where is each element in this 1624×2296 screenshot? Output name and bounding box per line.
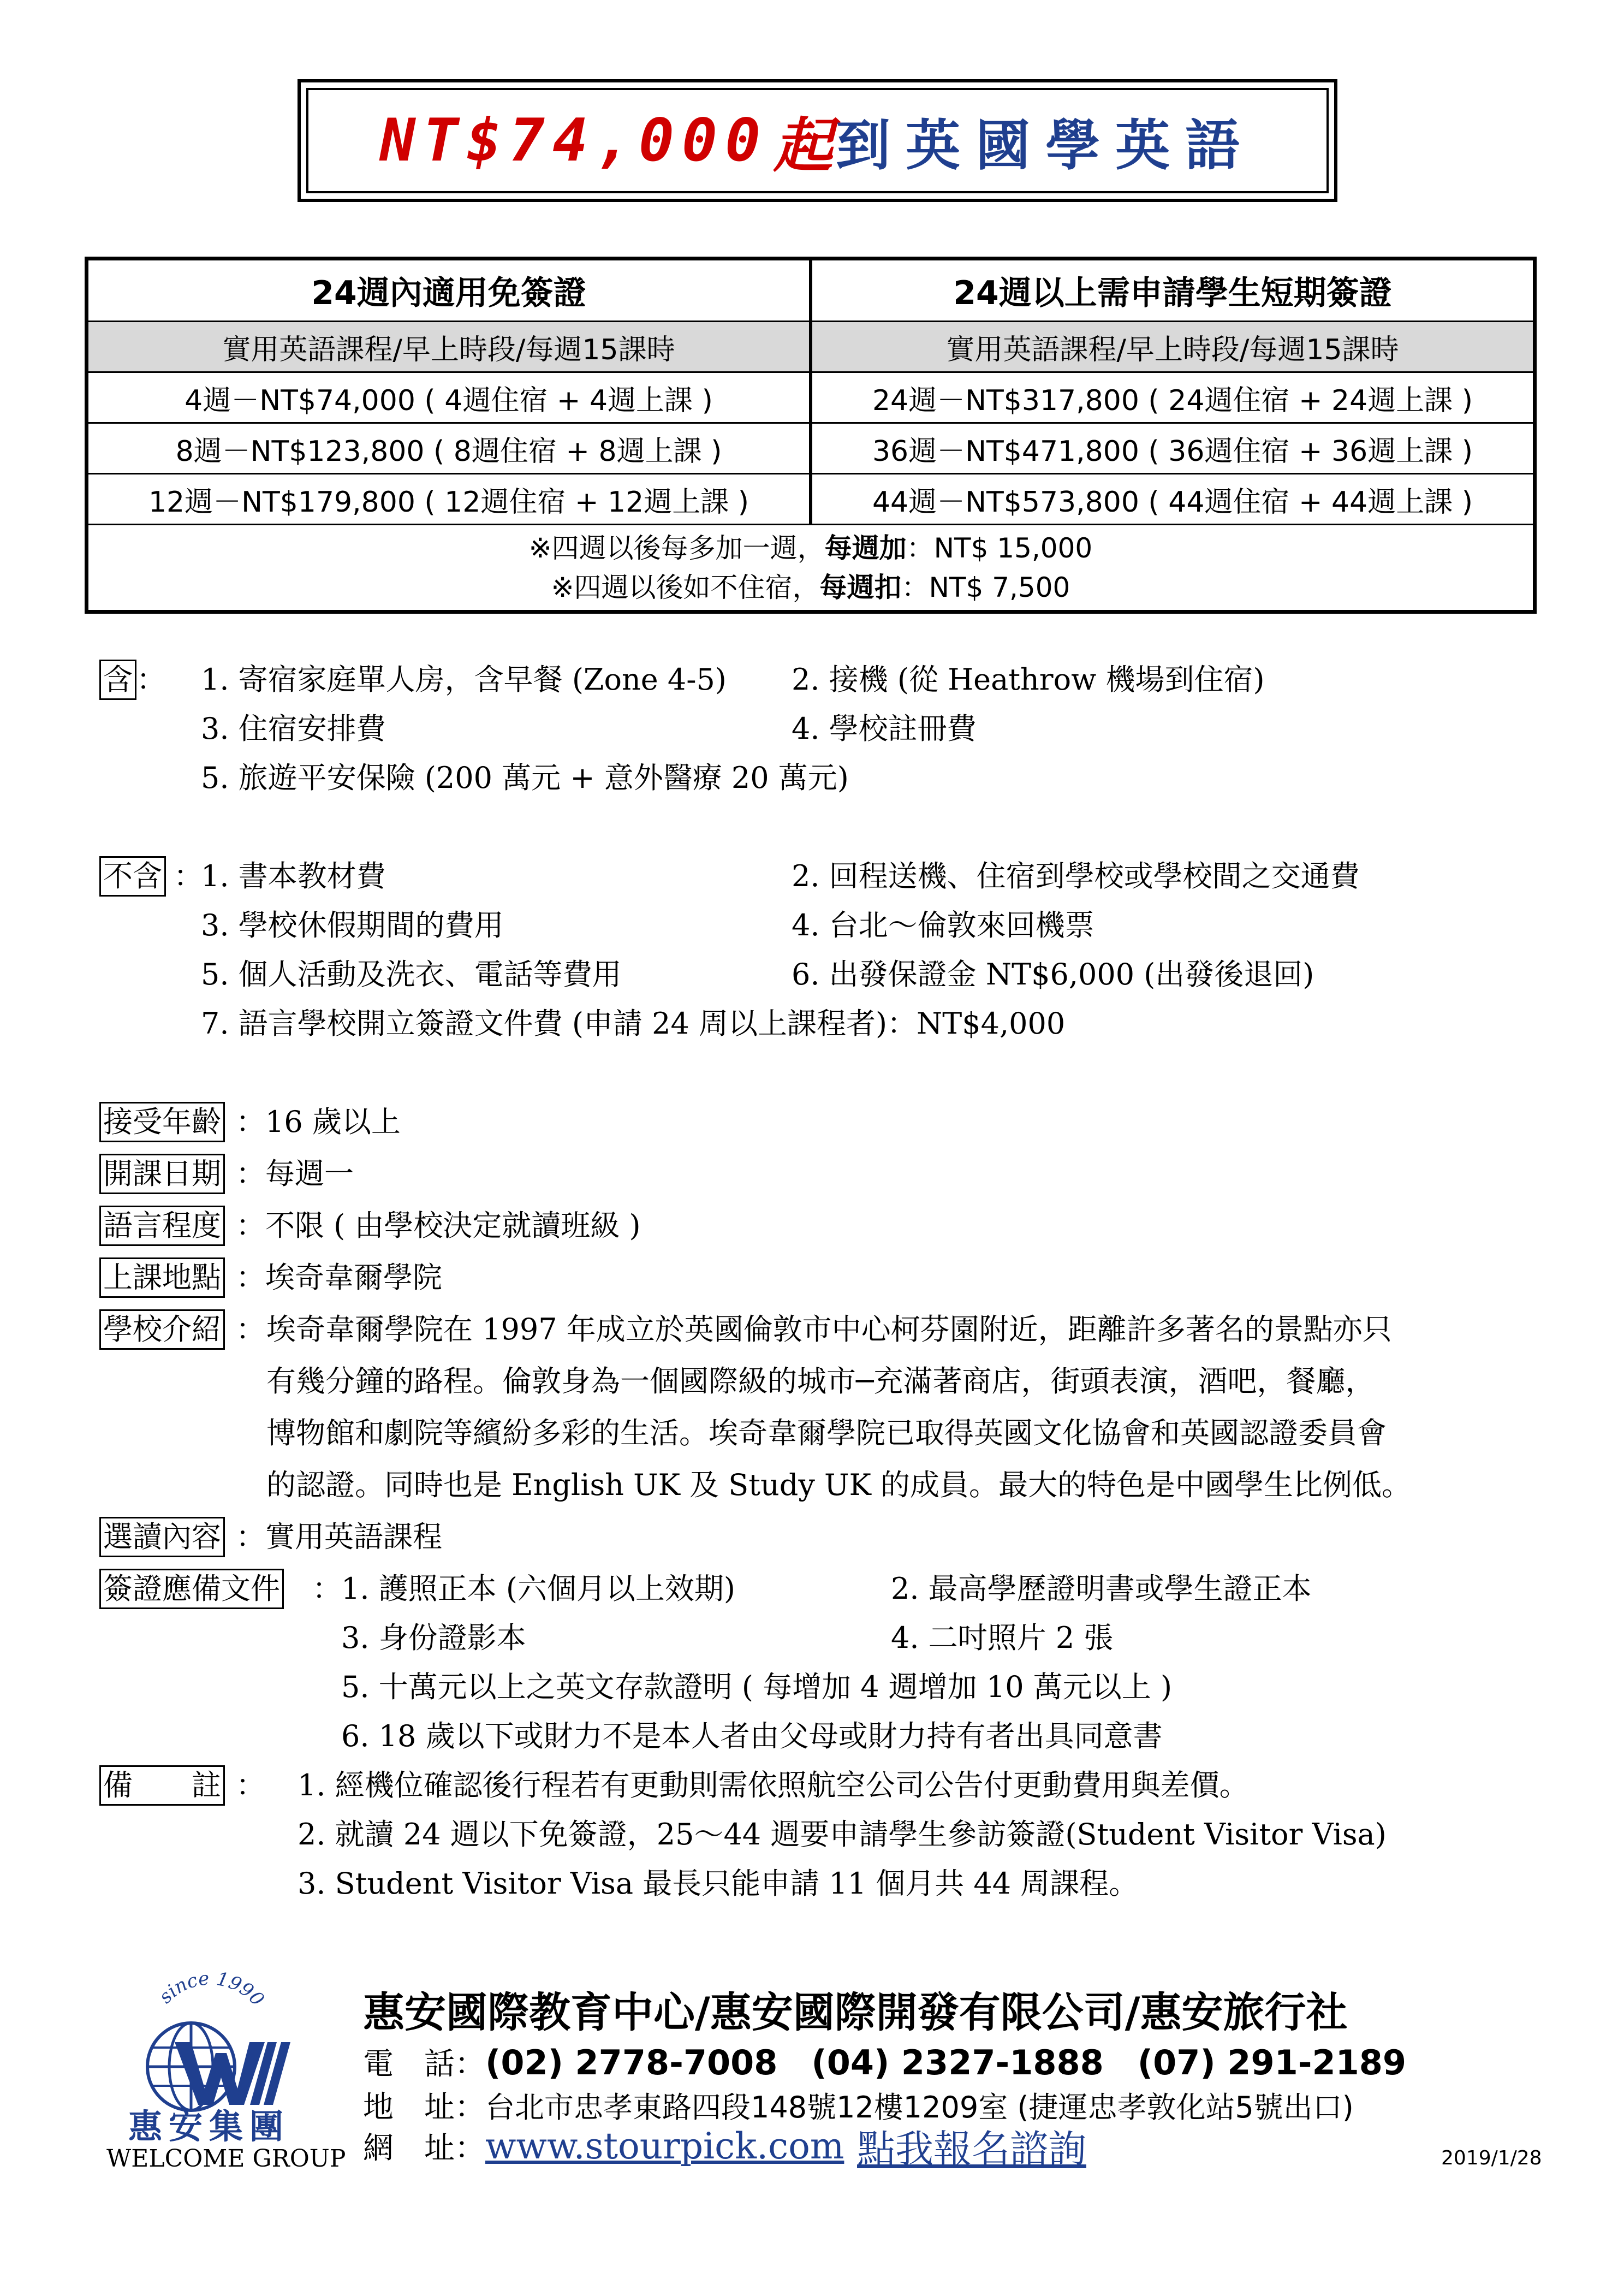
location-value: ：埃奇韋爾學院 [236, 1260, 442, 1295]
includes-item: 5. 旅遊平安保險 (200 萬元 + 意外醫療 20 萬元) [201, 761, 849, 795]
company-name: 惠安國際教育中心/惠安國際開發有限公司/惠安旅行社 [363, 1988, 1348, 2037]
table-row [87, 474, 1535, 525]
school-intro-label: 學校介紹 [99, 1309, 225, 1350]
visa-doc-item: 6. 18 歲以下或財力不是本人者由父母或財力持有者出具同意書 [341, 1719, 1163, 1753]
table-subheader: 實用英語課程/早上時段/每週15課時 [811, 322, 1535, 372]
table-cell: 44週－NT$573,800 ( 44週住宿 + 44週上課 ) [811, 474, 1535, 525]
excludes-item: 7. 語言學校開立簽證文件費 (申請 24 周以上課程者)：NT$4,000 [201, 1006, 1066, 1041]
title-frame [298, 79, 1337, 202]
website-row [363, 2124, 844, 2168]
address-value: 台北市忠孝東路四段148號12樓1209室 (捷運忠孝敦化站5號出口) [485, 2090, 1354, 2125]
note-bold: 每週扣 [819, 571, 902, 603]
excludes-item: 1. 書本教材費 [201, 859, 386, 893]
address-label: 地 址： [363, 2090, 485, 2125]
age-value: ：16 歲以上 [236, 1105, 401, 1139]
remark-item: 1. 經機位確認後行程若有更動則需依照航空公司公告付更動費用與差價。 [298, 1768, 1249, 1802]
note-text: ：NT$ 15,000 [906, 532, 1093, 564]
visa-doc-item: 3. 身份證影本 [341, 1621, 526, 1655]
table-header-student-visa: 24週以上需申請學生短期簽證 [811, 259, 1535, 322]
level-value: ：不限 ( 由學校決定就讀班級 ) [236, 1208, 641, 1243]
note-text: ※四週以後每多加一週， [528, 532, 825, 564]
school-intro-colon: ： [236, 1312, 265, 1346]
table-subheader: 實用英語課程/早上時段/每週15課時 [87, 322, 811, 372]
excludes-item: 5. 個人活動及洗衣、電話等費用 [201, 957, 622, 992]
visa-doc-item: 4. 二吋照片 2 張 [891, 1621, 1114, 1655]
excludes-item: 3. 學校休假期間的費用 [201, 908, 504, 942]
table-note-row [87, 525, 1535, 612]
price-table [85, 257, 1537, 614]
start-date-value: ：每週一 [236, 1156, 354, 1191]
includes-label: 含 [99, 660, 136, 700]
title-inner [306, 88, 1329, 193]
level-label: 語言程度 [99, 1206, 225, 1246]
table-row [87, 372, 1535, 423]
logo-since-text: since 1990 [154, 1967, 269, 2010]
remarks-label: 備 註 [99, 1765, 225, 1806]
includes-colon: ： [136, 662, 166, 697]
remark-item: 2. 就讀 24 週以下免簽證，25～44 週要申請學生參訪簽證(Student Visitor Visa) [298, 1817, 1387, 1852]
excludes-label: 不含 [99, 856, 166, 897]
phone-numbers: (02) 2778-7008 (04) 2327-1888 (07) 291-2189 [485, 2043, 1407, 2083]
visa-doc-item: 5. 十萬元以上之英文存款證明 ( 每增加 4 週增加 10 萬元以上 ) [341, 1670, 1173, 1704]
table-subheader-row [87, 322, 1535, 372]
table-cell: 36週－NT$471,800 ( 36週住宿 + 36週上課 ) [811, 423, 1535, 474]
excludes-item: 4. 台北～倫敦來回機票 [792, 908, 1094, 942]
phone-label: 電 話： [363, 2046, 485, 2082]
visa-docs-colon: ： [312, 1571, 342, 1606]
website-link[interactable]: www.stourpick.com [485, 2125, 844, 2167]
school-intro-line: 埃奇韋爾學院在 1997 年成立於英國倫敦市中心柯芬園附近，距離許多著名的景點亦只 [266, 1312, 1392, 1346]
table-row [87, 423, 1535, 474]
school-intro-line: 博物館和劇院等繽紛多彩的生活。埃奇韋爾學院已取得英國文化協會和英國認證委員會 [266, 1416, 1387, 1450]
remarks-colon: ： [236, 1768, 265, 1802]
title-qi: 起 [774, 111, 833, 180]
excludes-item: 2. 回程送機、住宿到學校或學校間之交通費 [792, 859, 1360, 893]
website-label: 網 址： [363, 2131, 485, 2166]
course-value: ：實用英語課程 [236, 1520, 442, 1554]
table-cell: 4週－NT$74,000 ( 4週住宿 + 4週上課 ) [87, 372, 811, 423]
document-date: 2019/1/28 [1441, 2147, 1542, 2169]
location-label: 上課地點 [99, 1257, 225, 1298]
includes-item: 2. 接機 (從 Heathrow 機場到住宿) [792, 662, 1265, 697]
note-text: ※四週以後如不住宿， [551, 571, 820, 603]
remark-item: 3. Student Visitor Visa 最長只能申請 11 個月共 44 周課程。 [298, 1866, 1139, 1901]
includes-item: 3. 住宿安排費 [201, 711, 386, 746]
title-text: 到英國學英語 [836, 112, 1256, 177]
group-name-cn: 惠安集團 [128, 2107, 290, 2146]
note-text: ：NT$ 7,500 [901, 571, 1070, 603]
group-name-en: WELCOME GROUP [106, 2145, 346, 2173]
table-cell: 24週－NT$317,800 ( 24週住宿 + 24週上課 ) [811, 372, 1535, 423]
age-label: 接受年齡 [99, 1102, 225, 1142]
note-bold: 每週加 [824, 532, 907, 564]
title-price: NT$74,000 [379, 106, 769, 175]
includes-item: 1. 寄宿家庭單人房，含早餐 (Zone 4-5) [201, 662, 727, 697]
excludes-colon: ： [174, 859, 203, 893]
school-intro-line: 有幾分鐘的路程。倫敦身為一個國際級的城市─充滿著商店，街頭表演，酒吧，餐廳， [266, 1364, 1375, 1398]
includes-item: 4. 學校註冊費 [792, 711, 977, 746]
table-header-row [87, 259, 1535, 322]
signup-link[interactable]: 點我報名諮詢 [857, 2127, 1086, 2172]
note-line-1 [88, 529, 1533, 568]
visa-doc-item: 2. 最高學歷證明書或學生證正本 [891, 1571, 1312, 1606]
start-date-label: 開課日期 [99, 1154, 225, 1194]
course-label: 選讀內容 [99, 1517, 225, 1557]
excludes-item: 6. 出發保證金 NT$6,000 (出發後退回) [792, 957, 1314, 992]
note-line-2 [88, 568, 1533, 607]
table-cell: 12週－NT$179,800 ( 12週住宿 + 12週上課 ) [87, 474, 811, 525]
phone-row [363, 2036, 1406, 2084]
visa-doc-item: 1. 護照正本 (六個月以上效期) [341, 1571, 735, 1606]
school-intro-line: 的認證。同時也是 English UK 及 Study UK 的成員。最大的特色是中國學生比例低。 [266, 1468, 1412, 1502]
visa-docs-label: 簽證應備文件 [99, 1569, 284, 1609]
table-cell: 8週－NT$123,800 ( 8週住宿 + 8週上課 ) [87, 423, 811, 474]
table-note [87, 525, 1535, 612]
table-header-visa-free: 24週內適用免簽證 [87, 259, 811, 322]
